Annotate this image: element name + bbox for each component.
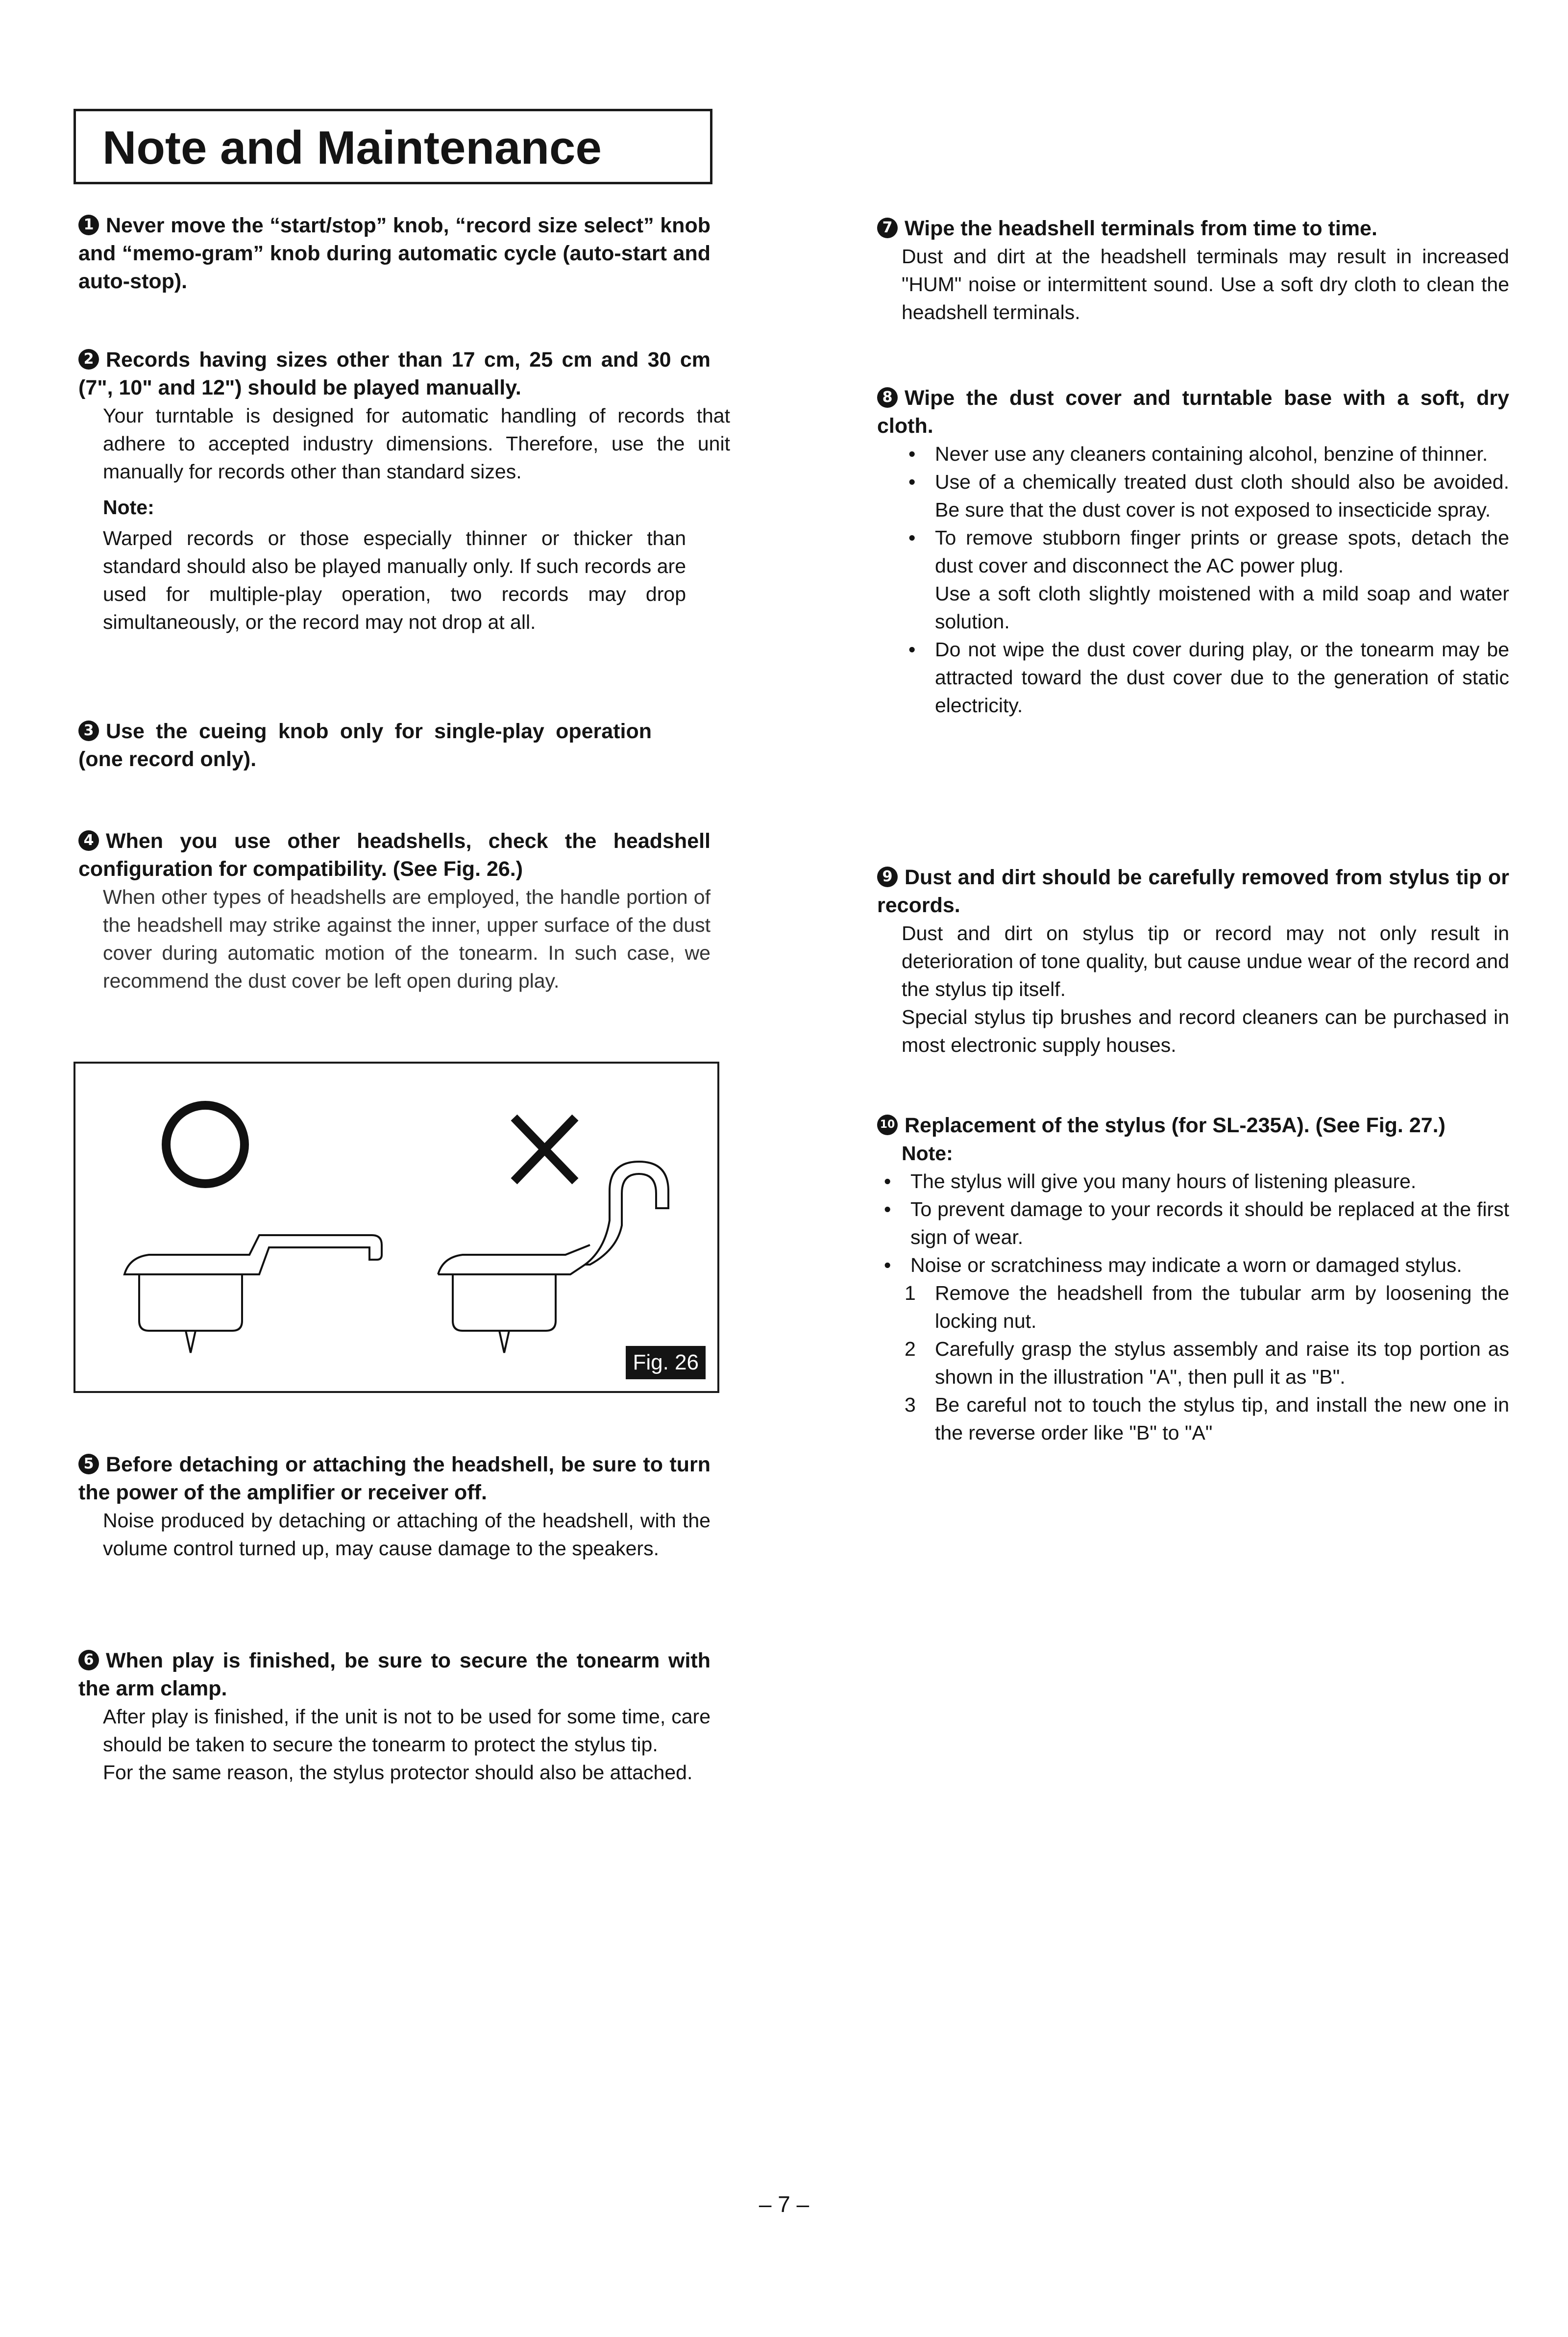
number-badge: 7: [877, 218, 898, 238]
item-4: [78, 827, 710, 995]
item-10-bullets: [877, 1168, 1509, 1279]
item-9-body-2: Special stylus tip brushes and record cleaners can be purchased in most electronic supply houses.: [902, 1006, 1509, 1056]
item-7: [877, 215, 1509, 326]
item-2-body: Your turntable is designed for automatic handling of records that adhere to accepted industry dimensions. Therefore, use the unit manually for records other than standard sizes.: [103, 404, 730, 483]
item-10: [877, 1112, 1509, 1447]
list-item: • To prevent damage to your records it should be replaced at the first sign of wear.: [884, 1198, 1509, 1248]
item-10-steps: [877, 1279, 1509, 1447]
headshell-illustration: [75, 1064, 717, 1391]
step-item: 2 Carefully grasp the stylus assembly and raise its top portion as shown in the illustration "A", then pull it as "B".: [905, 1338, 1509, 1388]
step-item: 1 Remove the headshell from the tubular arm by loosening the locking nut.: [905, 1282, 1509, 1332]
list-item: • Noise or scratchiness may indicate a worn or damaged stylus.: [884, 1254, 1462, 1276]
item-6-heading: 6 When play is finished, be sure to secure the tonearm with the arm clamp.: [78, 1649, 710, 1700]
item-9-body-1: Dust and dirt on stylus tip or record may not only result in deterioration of tone quality, but cause undue wear of the record and the stylus tip itself.: [902, 922, 1509, 1000]
item-4-heading: 4 When you use other headshells, check the headshell configuration for compatibility. (See Fig. 26.): [78, 829, 710, 881]
item-2-note-body: Warped records or those especially thinner or thicker than standard should also be played manually only. If such records are used for multiple-play operation, two records may drop simultaneously, or the record may not drop at all.: [103, 527, 686, 633]
list-item: • Never use any cleaners containing alcohol, benzine of thinner.: [908, 443, 1488, 465]
page-title: Note and Maintenance: [102, 122, 602, 174]
item-2-note-label: Note:: [103, 496, 154, 519]
item-6-body-1: After play is finished, if the unit is not to be used for some time, care should be taken to secure the tonearm to protect the stylus tip.: [103, 1705, 710, 1756]
item-3: [78, 718, 710, 773]
list-item: • Use of a chemically treated dust cloth should also be avoided. Be sure that the dust cover is not exposed to insecticide spray.: [908, 471, 1509, 521]
item-5: [78, 1451, 710, 1563]
number-badge: 9: [877, 867, 898, 887]
item-2: [78, 346, 730, 636]
list-item: • The stylus will give you many hours of listening pleasure.: [884, 1170, 1417, 1193]
number-badge: 2: [78, 349, 99, 370]
number-badge: 4: [78, 830, 99, 851]
item-10-note-label: Note:: [902, 1142, 953, 1165]
number-badge: 6: [78, 1650, 99, 1670]
item-2-heading: 2 Records having sizes other than 17 cm, 25 cm and 30 cm (7", 10" and 12") should be played manually.: [78, 348, 710, 399]
figure-label: Fig. 26: [626, 1346, 706, 1379]
list-item: • To remove stubborn finger prints or grease spots, detach the dust cover and disconnect the AC power plug. Use a soft cloth slightly moistened with a mild soap and water solution.: [902, 524, 1509, 636]
item-8: [877, 384, 1509, 720]
item-5-heading: 5 Before detaching or attaching the headshell, be sure to turn the power of the amplifier or receiver off.: [78, 1453, 710, 1504]
incorrect-x-mark: [514, 1118, 575, 1181]
item-1: [78, 212, 710, 296]
number-badge: 5: [78, 1454, 99, 1474]
number-badge: 1: [78, 215, 99, 235]
item-7-body: Dust and dirt at the headshell terminals may result in increased "HUM" noise or intermittent sound. Use a soft dry cloth to clean the headshell terminals.: [902, 245, 1509, 323]
step-item: 3 Be careful not to touch the stylus tip, and install the new one in the reverse order like "B" to "A": [905, 1393, 1509, 1444]
page-number: – 7 –: [759, 2191, 809, 2217]
item-5-body: Noise produced by detaching or attaching of the headshell, with the volume control turned up, may cause damage to the speakers.: [103, 1509, 710, 1560]
item-6-body-2: For the same reason, the stylus protector should also be attached.: [103, 1761, 693, 1784]
item-8-bullets: [877, 440, 1509, 720]
item-6: [78, 1647, 710, 1787]
list-item: • Do not wipe the dust cover during play, or the tonearm may be attracted toward the dust cover due to the generation of static electricity.: [908, 638, 1509, 717]
item-7-heading: 7 Wipe the headshell terminals from time to time.: [877, 215, 1509, 243]
item-9-heading: 9 Dust and dirt should be carefully removed from stylus tip or records.: [877, 866, 1509, 917]
item-10-heading: 10 Replacement of the stylus (for SL-235A). (See Fig. 27.): [877, 1112, 1509, 1140]
number-badge: 10: [877, 1115, 898, 1135]
number-badge: 3: [78, 721, 99, 741]
figure-26: [74, 1062, 719, 1393]
correct-circle-mark: [166, 1105, 245, 1184]
item-1-heading: 1 Never move the “start/stop” knob, “record size select” knob and “memo-gram” knob during automatic cycle (auto-start and auto-stop).: [78, 214, 710, 293]
bullet-extra: Use a soft cloth slightly moistened with a mild soap and water solution.: [935, 582, 1509, 633]
compatible-headshell: [124, 1235, 382, 1353]
number-badge: 8: [877, 387, 898, 408]
item-3-heading: 3 Use the cueing knob only for single-play operation (one record only).: [78, 720, 652, 771]
item-8-heading: 8 Wipe the dust cover and turntable base with a soft, dry cloth.: [877, 386, 1509, 438]
incompatible-headshell: [438, 1162, 668, 1353]
item-9: [877, 864, 1509, 1059]
title-box: [74, 109, 712, 184]
item-4-body: When other types of headshells are employed, the handle portion of the headshell may strike against the inner, upper surface of the dust cover during automatic motion of the tonearm. In such case, we recommend the dust cover be left open during play.: [103, 886, 710, 992]
